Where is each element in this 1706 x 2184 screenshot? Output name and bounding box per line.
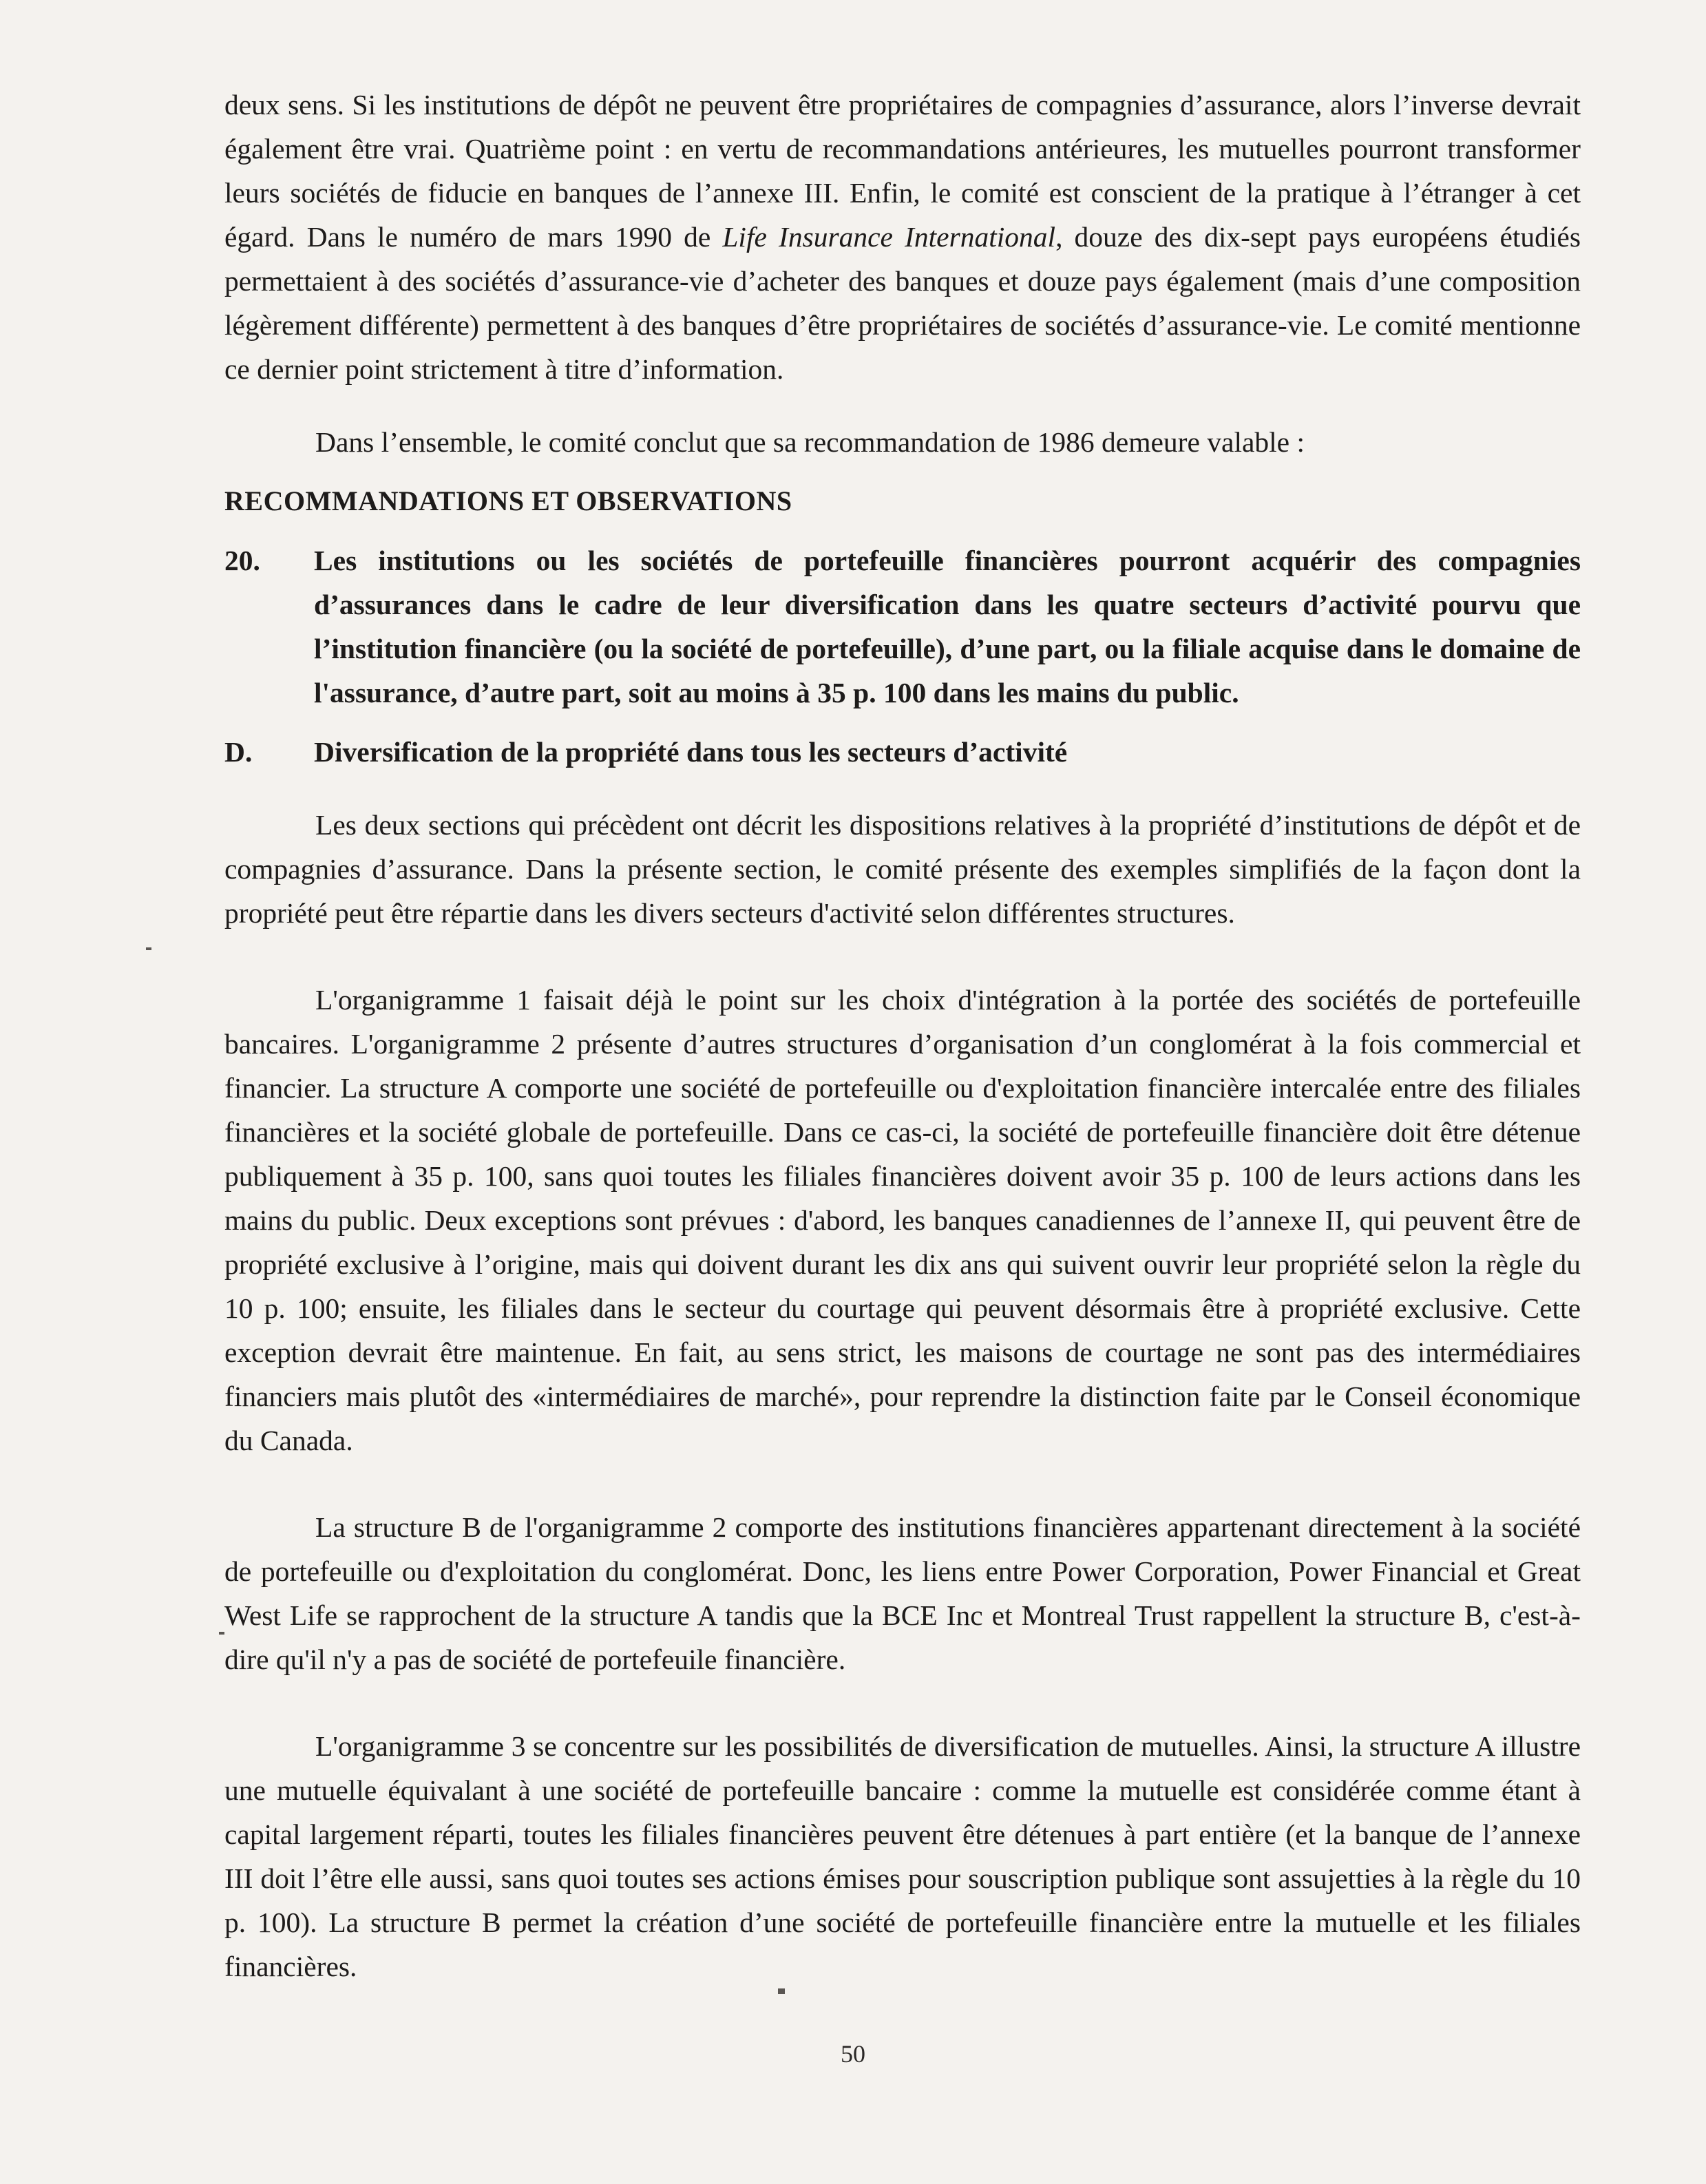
margin-mark xyxy=(219,1632,224,1635)
paragraph-intro-text-b: , douze des dix-sept pays européens étudiés permettaient à des sociétés d’assurance-vie d’acheter des banques et douze pays également (mais d’une composition légèrement différente) permettent à des banques d’être propriétaires de sociétés d’assurance-vie. Le comité mentionne ce dernier point strictement à titre d’information. xyxy=(224,221,1581,385)
section-letter: D. xyxy=(224,736,253,768)
page-number: 50 xyxy=(841,2040,865,2068)
paragraph-sections-overview: Les deux sections qui précèdent ont décrit les dispositions relatives à la propriété d’institutions de dépôt et de compagnies d’assurance. Dans la présente section, le comité présente des exemples simplifiés de la façon dont la propriété peut être répartie dans les divers secteurs d'activité selon différentes structures. xyxy=(224,809,1581,929)
paragraph-organigramme-3: L'organigramme 3 se concentre sur les possibilités de diversification de mutuelles. Ainsi, la structure A illustre une mutuelle équivalant à une société de portefeuille bancaire : comme la mutuelle est considérée comme étant à capital largement réparti, toutes les filiales financières peuvent être détenues à part entière (et la banque de l’annexe III doit l’être elle aussi, sans quoi toutes ses actions émises pour souscription publique sont assujetties à la règle du 10 p. 100). La structure B permet la création d’une société de portefeuille financière entre la mutuelle et les filiales financières. xyxy=(224,1730,1581,1982)
recommendation-number: 20. xyxy=(224,545,260,576)
recommendation-text: Les institutions ou les sociétés de portefeuille financières pourront acquérir des compagnies d’assurances dans le cadre de leur diversification dans les quatre secteurs d’activité pourvu que l’institution financière (ou la société de portefeuille), d’une part, ou la filiale acquise dans le domaine de l'assurance, d’autre part, soit au moins à 35 p. 100 dans les mains du public. xyxy=(314,545,1581,708)
paragraph-organigramme-2-structure-a: L'organigramme 1 faisait déjà le point sur les choix d'intégration à la portée des sociétés de portefeuille bancaires. L'organigramme 2 présente d’autres structures d’organisation d’un conglomérat à la fois commercial et financier. La structure A comporte une société de portefeuille ou d'exploitation financière intercalée entre des filiales financières et la société globale de portefeuille. Dans ce cas-ci, la société de portefeuille financière doit être détenue publiquement à 35 p. 100, sans quoi toutes les filiales financières doivent avoir 35 p. 100 de leurs actions dans les mains du public. Deux exceptions sont prévues : d'abord, les banques canadiennes de l’annexe II, qui peuvent être de propriété exclusive à l’origine, mais qui doivent durant les dix ans qui suivent ouvrir leur propriété selon la règle du 10 p. 100; ensuite, les filiales dans le secteur du courtage qui peuvent désormais être à propriété exclusive. Cette exception devrait être maintenue. En fait, au sens strict, les maisons de courtage ne sont pas des intermédiaires financiers mais plutôt des «intermédiaires de marché», pour reprendre la distinction faite par le Conseil économique du Canada. xyxy=(224,984,1581,1456)
paragraph-intro xyxy=(224,83,1581,391)
recommendation-20 xyxy=(224,538,1581,715)
margin-mark xyxy=(146,947,151,950)
document-body xyxy=(224,83,1581,1988)
section-title: Diversification de la propriété dans tous les secteurs d’activité xyxy=(314,736,1068,768)
paragraph-intro-text-a: deux sens. Si les institutions de dépôt ne peuvent être propriétaires de compagnies d’assurance, alors l’inverse devrait également être vrai. Quatrième point : en vertu de recommandations antérieures, les mutuelles pourront transformer leurs sociétés de fiducie en banques de l’annexe III. Enfin, le comité est conscient de la pratique à l’étranger à cet égard. Dans le numéro de mars 1990 de xyxy=(224,89,1581,253)
stray-mark xyxy=(778,1988,785,1994)
paragraph-organigramme-2-structure-b: La structure B de l'organigramme 2 comporte des institutions financières appartenant directement à la société de portefeuille ou d'exploitation du conglomérat. Donc, les liens entre Power Corporation, Power Financial et Great West Life se rapprochent de la structure A tandis que la BCE Inc et Montreal Trust rappellent la structure B, c'est-à-dire qu'il n'y a pas de société de portefeuile financière. xyxy=(224,1511,1581,1675)
publication-title: Life Insurance International xyxy=(722,221,1056,253)
section-heading-recommendations: RECOMMANDATIONS ET OBSERVATIONS xyxy=(224,485,792,516)
paragraph-conclusion: Dans l’ensemble, le comité conclut que sa recommandation de 1986 demeure valable : xyxy=(315,426,1305,458)
section-d-heading xyxy=(224,730,1581,774)
